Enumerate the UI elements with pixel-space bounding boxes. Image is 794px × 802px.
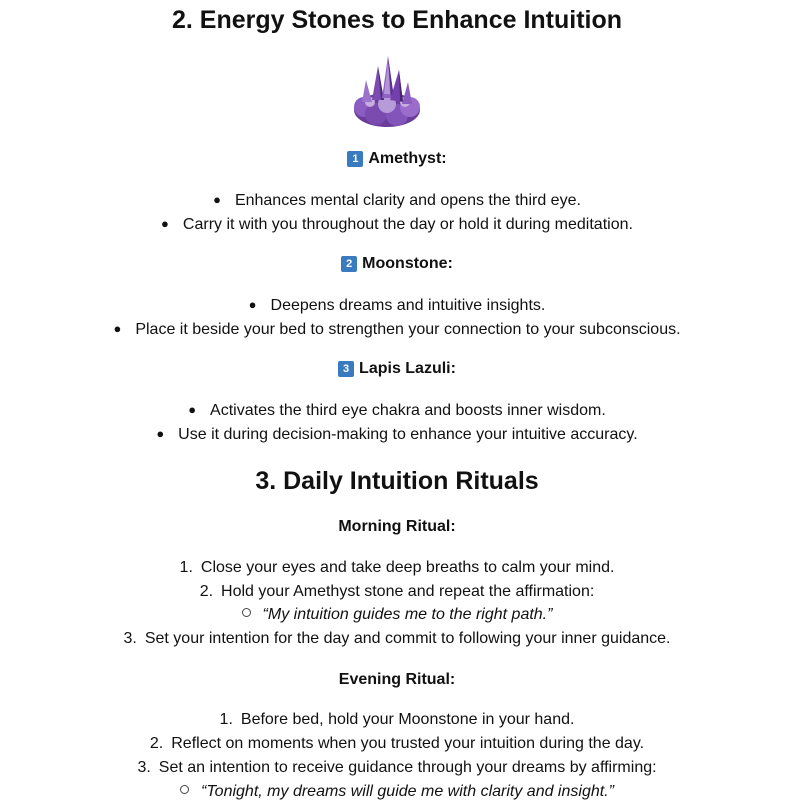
list-item: ● Activates the third eye chakra and boosts inner wisdom. <box>188 402 606 419</box>
bullet-icon: ● <box>156 426 165 441</box>
ritual-heading-morning: Morning Ritual: <box>338 518 456 535</box>
list-item: 3. Set an intention to receive guidance through your dreams by affirming: <box>137 759 657 776</box>
stone-heading-amethyst <box>0 149 794 169</box>
number-3-badge-icon: 3 <box>338 361 354 377</box>
list-item: 3. Set your intention for the day and commit to following your inner guidance. <box>123 630 671 647</box>
bullet-icon: ● <box>213 192 221 207</box>
list-item: 2. Hold your Amethyst stone and repeat the affirmation: <box>199 583 595 600</box>
section-heading-daily-rituals: 3. Daily Intuition Rituals <box>255 467 539 495</box>
section-heading-energy-stones: 2. Energy Stones to Enhance Intuition <box>171 6 623 34</box>
list-item: 1. Close your eyes and take deep breaths to calm your mind. <box>179 559 615 576</box>
list-item: ● Use it during decision-making to enhance your intuitive accuracy. <box>156 426 638 443</box>
ritual-heading-evening: Evening Ritual: <box>338 671 456 688</box>
number-1-badge-icon: 1 <box>347 151 363 167</box>
list-item: ● Place it beside your bed to strengthen your connection to your subconscious. <box>113 321 681 338</box>
list-item-affirmation: “Tonight, my dreams will guide me with clarity and insight.” <box>0 782 794 802</box>
bullet-icon: ● <box>248 297 257 312</box>
bullet-icon: ● <box>161 216 169 231</box>
bullet-icon: ● <box>113 321 122 336</box>
list-item: ● Deepens dreams and intuitive insights. <box>248 297 546 314</box>
stone-name: Lapis Lazuli: <box>359 360 456 377</box>
list-item-affirmation: “My intuition guides me to the right path.” <box>0 605 794 625</box>
stone-heading-lapis-lazuli <box>0 359 794 379</box>
number-2-badge-icon: 2 <box>341 256 357 272</box>
list-item: 1. Before bed, hold your Moonstone in your hand. <box>219 711 575 728</box>
hollow-bullet-icon <box>242 608 251 617</box>
list-item: 2. Reflect on moments when you trusted your intuition during the day. <box>149 735 645 752</box>
stone-name: Moonstone: <box>362 255 453 272</box>
list-item: ● Carry it with you throughout the day or hold it during meditation. <box>161 216 633 233</box>
amethyst-crystal-icon <box>350 52 424 132</box>
hollow-bullet-icon <box>180 785 189 794</box>
list-item: ● Enhances mental clarity and opens the third eye. <box>213 192 581 209</box>
stone-name: Amethyst: <box>368 150 447 167</box>
bullet-icon: ● <box>188 402 197 417</box>
stone-heading-moonstone <box>0 254 794 274</box>
